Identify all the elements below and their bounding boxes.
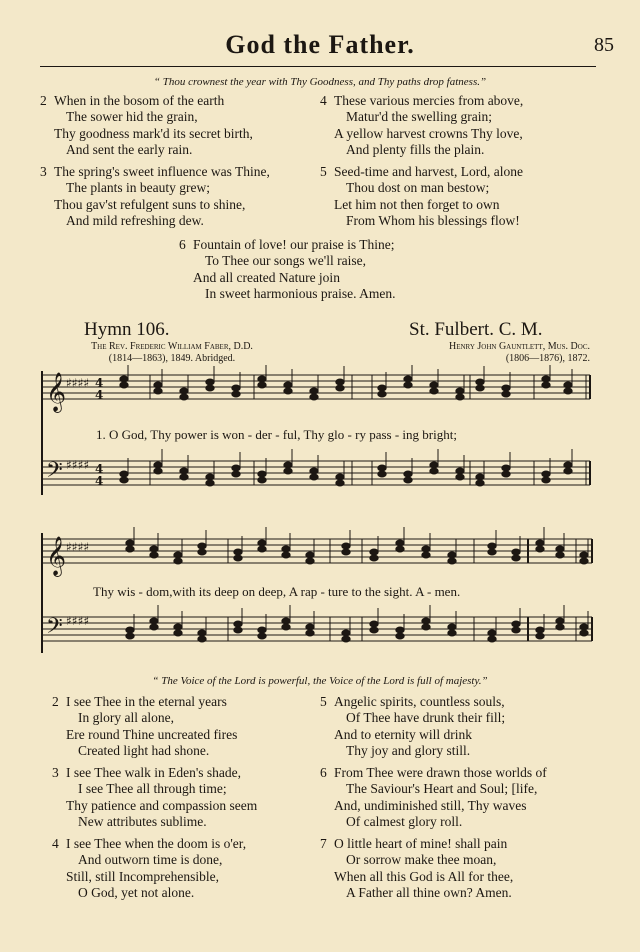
note-head (258, 376, 266, 382)
stanza-line: I see Thee all through time; (78, 781, 227, 797)
note-head (206, 379, 214, 385)
stanza-4 (320, 93, 524, 158)
note-head (370, 549, 378, 555)
note-head (396, 546, 404, 552)
stanza-number: 2 (40, 93, 47, 108)
note-head (448, 630, 456, 636)
treble-staff (42, 539, 592, 563)
note-head (198, 543, 206, 549)
note-head (456, 474, 464, 480)
stanza-number: 3 (40, 164, 47, 179)
note-head (284, 388, 292, 394)
stanza-line: When all this God is All for thee, (334, 868, 514, 884)
note-head (512, 627, 520, 633)
note-head (310, 474, 318, 480)
note-head (336, 474, 344, 480)
note-head (422, 552, 430, 558)
author-credit (62, 341, 282, 365)
hymn106-stanza-2 (52, 694, 238, 759)
note-head (488, 630, 496, 636)
note-head (126, 540, 134, 546)
note-head (476, 474, 484, 480)
note-head (512, 549, 520, 555)
note-head (150, 552, 158, 558)
note-head (234, 555, 242, 561)
note-head (342, 543, 350, 549)
note-head (542, 471, 550, 477)
note-head (430, 388, 438, 394)
note-head (180, 394, 188, 400)
page-number: 85 (594, 34, 614, 56)
stanza-3 (40, 164, 270, 229)
note-head (456, 388, 464, 394)
note-head (396, 627, 404, 633)
note-head (488, 543, 496, 549)
note-head (180, 468, 188, 474)
stanza-line: Thou dost on man bestow; (346, 180, 490, 196)
page-title: God the Father. (225, 30, 415, 59)
note-head (234, 549, 242, 555)
note-head (378, 471, 386, 477)
lyrics-line-1: 1. O God, Thy power is won - der - ful, Thy glo - ry pass - ing bright; (96, 427, 457, 442)
bass-staff (42, 617, 592, 641)
note-head (448, 552, 456, 558)
note-head (556, 546, 564, 552)
stanza-line: And outworn time is done, (78, 852, 223, 868)
note-head (198, 636, 206, 642)
note-head (536, 627, 544, 633)
note-head (180, 474, 188, 480)
stanza-number: 5 (320, 694, 327, 709)
note-head (206, 385, 214, 391)
note-head (370, 627, 378, 633)
stanza-number: 2 (52, 694, 59, 709)
stanza-5 (320, 164, 523, 229)
stanza-line: I see Thee walk in Eden's shade, (66, 765, 241, 780)
stanza-line: Of Thee have drunk their fill; (346, 710, 506, 726)
note-head (310, 388, 318, 394)
notes-system-1 (120, 365, 572, 486)
note-head (232, 385, 240, 391)
note-head (258, 382, 266, 388)
note-head (282, 552, 290, 558)
time-signature: 4 (95, 388, 104, 402)
note-head (422, 546, 430, 552)
hymn106-stanza-7 (320, 836, 514, 901)
note-head (310, 468, 318, 474)
note-head (150, 546, 158, 552)
stanza-line: When in the bosom of the earth (54, 93, 225, 108)
note-head (422, 618, 430, 624)
stanza-line: Ere round Thine uncreated fires (66, 726, 238, 742)
note-head (154, 382, 162, 388)
stanza-line: And mild refreshing dew. (66, 212, 204, 228)
composer-name: Henry John Gauntlett, Mus. Doc. (449, 341, 590, 352)
stanza-line: From Whom his blessings flow! (346, 212, 520, 228)
note-head (456, 394, 464, 400)
note-head (556, 624, 564, 630)
note-head (580, 558, 588, 564)
note-head (336, 379, 344, 385)
note-head (306, 624, 314, 630)
note-head (564, 382, 572, 388)
note-head (564, 388, 572, 394)
note-head (378, 465, 386, 471)
tune-name: St. Fulbert. C. M. (409, 319, 543, 340)
note-head (396, 633, 404, 639)
stanza-line: A Father all thine own? Amen. (346, 884, 512, 900)
note-head (542, 376, 550, 382)
note-head (154, 468, 162, 474)
note-head (502, 385, 510, 391)
stanza-line: Still, still Incomprehensible, (66, 868, 219, 884)
stanza-line: A yellow harvest crowns Thy love, (334, 125, 523, 141)
key-signature: ♯♯♯♯ (66, 376, 90, 390)
note-head (258, 471, 266, 477)
note-head (310, 394, 318, 400)
stanza-line: Fountain of love! our praise is Thine; (193, 237, 395, 252)
note-head (174, 624, 182, 630)
note-head (198, 630, 206, 636)
note-head (580, 552, 588, 558)
epigraph-hymn-106: “ The Voice of the Lord is powerful, the Voice of the Lord is full of majesty.” (152, 675, 488, 687)
note-head (556, 618, 564, 624)
stanza-6 (179, 237, 396, 302)
composer-credit (370, 341, 590, 365)
note-head (542, 477, 550, 483)
note-head (284, 468, 292, 474)
key-signature: ♯♯♯♯ (66, 458, 90, 472)
hymn106-stanza-5 (320, 694, 506, 759)
stanza-line: Seed-time and harvest, Lord, alone (334, 164, 523, 179)
stanza-line: The plants in beauty grew; (66, 180, 210, 196)
note-head (456, 468, 464, 474)
note-head (448, 624, 456, 630)
note-head (476, 480, 484, 486)
note-head (336, 385, 344, 391)
note-head (154, 462, 162, 468)
note-head (378, 385, 386, 391)
hymn106-stanza-3 (52, 765, 258, 830)
key-signature: ♯♯♯♯ (66, 540, 90, 554)
note-head (232, 471, 240, 477)
stanza-line: I see Thee in the eternal years (66, 694, 227, 709)
stanza-number: 3 (52, 765, 59, 780)
stanza-line: The sower hid the grain, (66, 109, 198, 125)
note-head (258, 540, 266, 546)
note-head (488, 549, 496, 555)
note-head (126, 546, 134, 552)
note-head (234, 627, 242, 633)
stanza-line: In glory all alone, (78, 710, 174, 726)
stanza-line: Matur'd the swelling grain; (346, 109, 493, 125)
note-head (370, 555, 378, 561)
note-head (342, 630, 350, 636)
note-head (396, 540, 404, 546)
bass-clef: 𝄢 (46, 458, 63, 488)
stanza-line: And all created Nature join (193, 269, 340, 285)
note-head (258, 627, 266, 633)
note-head (282, 618, 290, 624)
stanza-line: Thou gav'st refulgent suns to shine, (54, 196, 246, 212)
hymn106-stanza-4 (52, 836, 247, 901)
time-signature: 4 (95, 474, 104, 488)
note-head (174, 558, 182, 564)
author-dates: (1814—1863), 1849. Abridged. (108, 353, 236, 364)
note-head (120, 382, 128, 388)
stanza-number: 7 (320, 836, 327, 851)
note-head (120, 477, 128, 483)
note-head (126, 633, 134, 639)
note-head (258, 546, 266, 552)
hymn-number: Hymn 106. (84, 319, 170, 340)
note-head (404, 376, 412, 382)
stanza-number: 4 (52, 836, 59, 851)
stanza-line: O little heart of mine! shall pain (334, 836, 508, 851)
stanza-line: And plenty fills the plain. (346, 141, 485, 157)
stanza-line: Thy goodness mark'd its secret birth, (54, 125, 253, 141)
note-head (404, 471, 412, 477)
note-head (502, 471, 510, 477)
note-head (154, 388, 162, 394)
stanza-line: I see Thee when the doom is o'er, (66, 836, 247, 851)
note-head (126, 627, 134, 633)
epigraph-top: “ Thou crownest the year with Thy Goodness, and Thy paths drop fatness.” (153, 76, 487, 88)
stanza-line: To Thee our songs we'll raise, (205, 253, 366, 269)
stanza-2 (40, 93, 253, 158)
note-head (198, 549, 206, 555)
note-head (150, 624, 158, 630)
note-head (564, 468, 572, 474)
note-head (378, 391, 386, 397)
note-head (232, 465, 240, 471)
note-head (488, 636, 496, 642)
stanza-line: Of calmest glory roll. (346, 813, 463, 829)
stanza-line: New attributes sublime. (78, 813, 207, 829)
note-head (306, 552, 314, 558)
stanza-number: 6 (179, 237, 186, 252)
stanza-line: Thy patience and compassion seem (66, 797, 258, 813)
note-head (284, 462, 292, 468)
note-head (422, 624, 430, 630)
note-head (476, 379, 484, 385)
key-signature: ♯♯♯♯ (66, 614, 90, 628)
composer-dates: (1806—1876), 1872. (505, 353, 590, 364)
note-head (370, 621, 378, 627)
stanza-line: Thy joy and glory still. (346, 742, 471, 758)
note-head (258, 477, 266, 483)
note-head (150, 618, 158, 624)
stanza-line: O God, yet not alone. (78, 884, 195, 900)
note-head (342, 549, 350, 555)
treble-clef: 𝄞 (46, 372, 67, 412)
note-head (512, 621, 520, 627)
note-head (430, 382, 438, 388)
stanza-line: Or sorrow make thee moan, (346, 852, 497, 868)
note-head (512, 555, 520, 561)
note-head (430, 462, 438, 468)
note-head (306, 558, 314, 564)
lyrics-line-2: Thy wis - dom,with its deep on deep, A rap - ture to the sight. A - men. (93, 584, 461, 599)
note-head (536, 546, 544, 552)
note-head (282, 624, 290, 630)
stanza-line: These various mercies from above, (334, 93, 524, 108)
note-head (476, 385, 484, 391)
stanza-line: Created light had shone. (78, 742, 210, 758)
stanza-line: Let him not then forget to own (334, 196, 500, 212)
note-head (542, 382, 550, 388)
note-head (502, 391, 510, 397)
note-head (336, 480, 344, 486)
treble-clef: 𝄞 (46, 536, 67, 576)
note-head (536, 633, 544, 639)
stanza-line: The Saviour's Heart and Soul; [life, (346, 781, 538, 797)
stanza-line: And to eternity will drink (334, 726, 472, 742)
note-head (580, 624, 588, 630)
note-head (448, 558, 456, 564)
note-head (536, 540, 544, 546)
note-head (556, 552, 564, 558)
note-head (206, 474, 214, 480)
hymn106-stanza-6 (320, 765, 547, 830)
stanza-line: The spring's sweet influence was Thine, (54, 164, 270, 179)
stanza-line: And sent the early rain. (66, 141, 193, 157)
time-signature: 4 (95, 462, 104, 476)
note-head (180, 388, 188, 394)
note-head (120, 376, 128, 382)
stanza-line: And, undiminished still, Thy waves (334, 797, 527, 813)
header-rule (40, 66, 596, 67)
note-head (430, 468, 438, 474)
stanza-number: 5 (320, 164, 327, 179)
note-head (234, 621, 242, 627)
author-name: The Rev. Frederic William Faber, D.D. (91, 341, 253, 352)
note-head (232, 391, 240, 397)
stanza-number: 4 (320, 93, 327, 108)
note-head (404, 477, 412, 483)
note-head (120, 471, 128, 477)
note-head (404, 382, 412, 388)
note-head (174, 630, 182, 636)
note-head (258, 633, 266, 639)
note-head (174, 552, 182, 558)
stanza-line: From Thee were drawn those worlds of (334, 765, 547, 780)
note-head (564, 462, 572, 468)
note-head (580, 630, 588, 636)
note-head (306, 630, 314, 636)
note-head (502, 465, 510, 471)
time-signature: 4 (95, 376, 104, 390)
stanza-line: Angelic spirits, countless souls, (334, 694, 505, 709)
stanza-line: In sweet harmonious praise. Amen. (205, 285, 396, 301)
note-head (284, 382, 292, 388)
note-head (282, 546, 290, 552)
bass-clef: 𝄢 (46, 614, 63, 644)
note-head (342, 636, 350, 642)
stanza-number: 6 (320, 765, 327, 780)
note-head (206, 480, 214, 486)
